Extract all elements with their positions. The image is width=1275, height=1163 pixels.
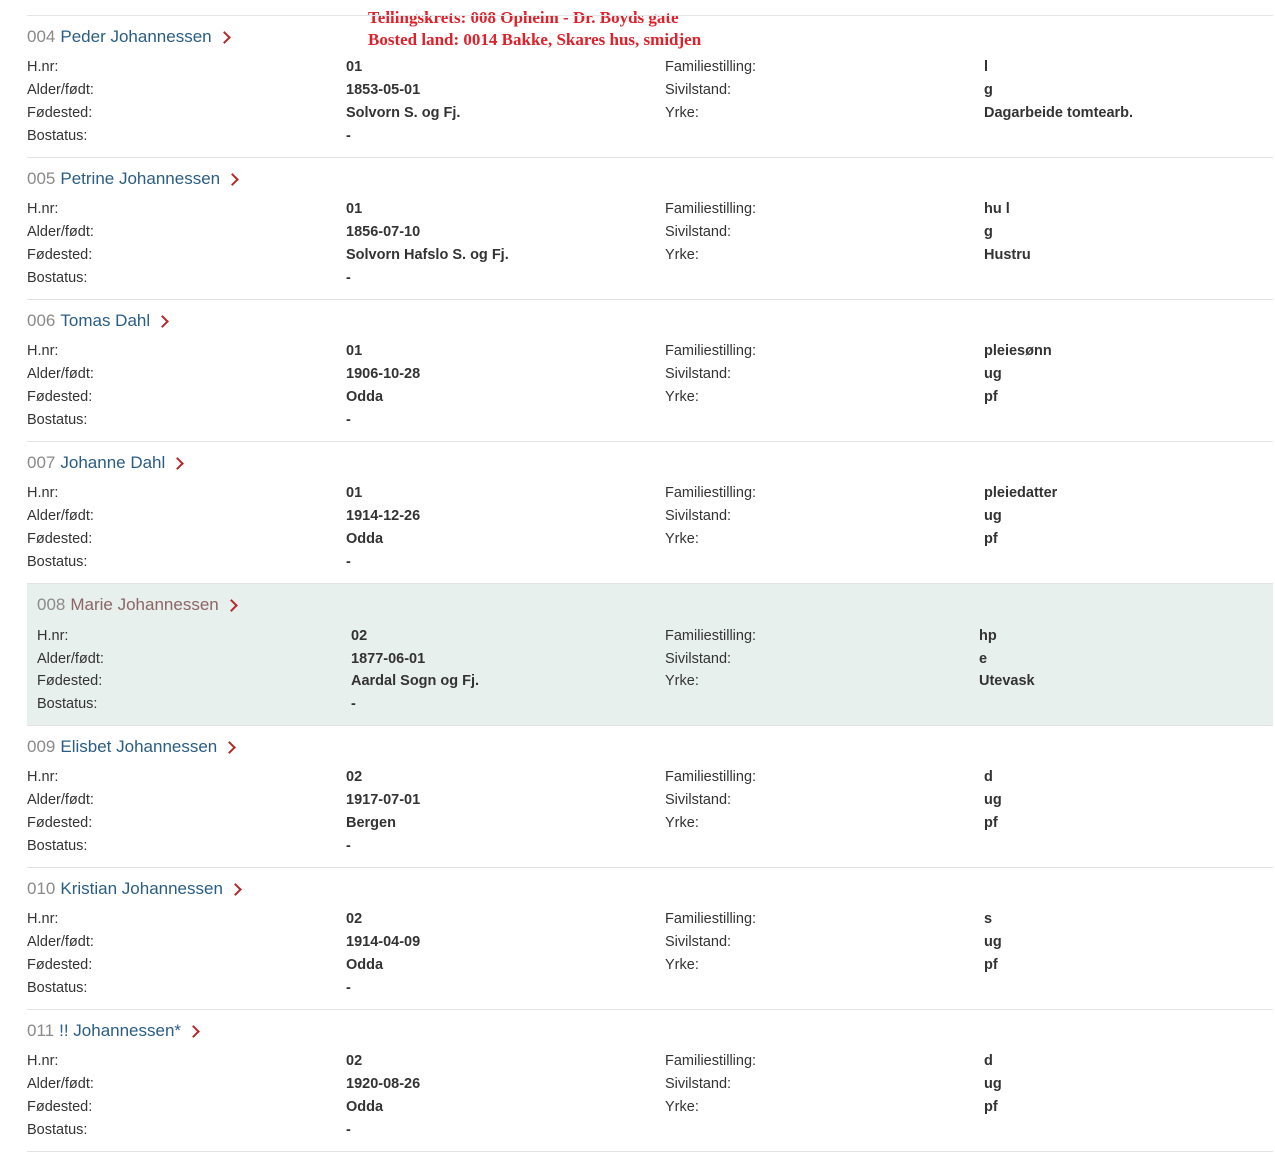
label-bostatus: Bostatus: (27, 128, 88, 144)
person-name-link[interactable]: Marie Johannessen (70, 595, 219, 614)
value-sivilstand: ug (984, 934, 1002, 950)
chevron-right-icon[interactable] (171, 457, 184, 470)
label-alder: Alder/født: (27, 508, 94, 524)
person-header (37, 593, 236, 617)
chevron-right-icon[interactable] (225, 599, 238, 612)
label-fodested: Fødested: (37, 673, 103, 689)
label-yrke: Yrke: (665, 531, 699, 547)
value-familiestilling: pleiesønn (984, 343, 1052, 359)
person-record (27, 726, 1273, 868)
value-hnr: 02 (346, 1053, 363, 1069)
person-header (27, 309, 167, 333)
value-alder: 1906-10-28 (346, 366, 421, 382)
label-fodested: Fødested: (27, 247, 93, 263)
value-hnr: 01 (346, 201, 363, 217)
label-yrke: Yrke: (665, 957, 699, 973)
label-alder: Alder/født: (27, 934, 94, 950)
value-yrke: pf (984, 389, 998, 405)
value-fodested: Odda (346, 1099, 384, 1115)
person-name-link[interactable]: !! Johannessen* (59, 1021, 182, 1040)
label-bostatus: Bostatus: (27, 1122, 88, 1138)
label-yrke: Yrke: (665, 1099, 699, 1115)
label-hnr: H.nr: (27, 769, 59, 785)
value-sivilstand: ug (984, 508, 1002, 524)
chevron-right-icon[interactable] (226, 173, 239, 186)
person-record (27, 442, 1273, 584)
value-familiestilling: hp (979, 628, 997, 644)
value-sivilstand: g (984, 224, 993, 240)
label-alder: Alder/født: (27, 224, 94, 240)
chevron-right-icon[interactable] (229, 883, 242, 896)
label-bostatus: Bostatus: (27, 270, 88, 286)
label-yrke: Yrke: (665, 105, 699, 121)
overlay-tellingskrets: Tellingskrets: 008 Opheim - Dr. Boyds gate (368, 8, 679, 27)
value-bostatus: - (346, 412, 351, 428)
value-hnr: 01 (346, 485, 363, 501)
label-familiestilling: Familiestilling: (665, 343, 757, 359)
value-fodested: Bergen (346, 815, 396, 831)
label-yrke: Yrke: (665, 815, 699, 831)
overlay-bosted: Bosted land: 0014 Bakke, Skares hus, smidjen (368, 30, 702, 49)
person-record (27, 300, 1273, 442)
person-number: 007 (27, 453, 56, 472)
value-bostatus: - (351, 696, 356, 712)
value-alder: 1877-06-01 (351, 651, 426, 667)
label-sivilstand: Sivilstand: (665, 651, 732, 667)
label-yrke: Yrke: (665, 673, 699, 689)
value-hnr: 01 (346, 343, 363, 359)
value-familiestilling: l (984, 59, 989, 75)
person-record (27, 1010, 1273, 1152)
label-alder: Alder/født: (27, 366, 94, 382)
label-hnr: H.nr: (27, 1053, 59, 1069)
value-sivilstand: g (984, 82, 993, 98)
label-familiestilling: Familiestilling: (665, 628, 757, 644)
value-hnr: 02 (351, 628, 368, 644)
label-fodested: Fødested: (27, 105, 93, 121)
label-bostatus: Bostatus: (27, 412, 88, 428)
value-fodested: Solvorn S. og Fj. (346, 105, 461, 121)
label-familiestilling: Familiestilling: (665, 59, 757, 75)
person-number: 010 (27, 879, 56, 898)
label-fodested: Fødested: (27, 815, 93, 831)
value-yrke: Dagarbeide tomtearb. (984, 105, 1134, 121)
person-header (27, 735, 234, 759)
label-hnr: H.nr: (27, 59, 59, 75)
value-bostatus: - (346, 128, 351, 144)
label-fodested: Fødested: (27, 957, 93, 973)
person-name-link[interactable]: Kristian Johannessen (60, 879, 223, 898)
value-familiestilling: d (984, 769, 993, 785)
value-hnr: 02 (346, 911, 363, 927)
label-yrke: Yrke: (665, 389, 699, 405)
label-sivilstand: Sivilstand: (665, 1076, 732, 1092)
chevron-right-icon[interactable] (223, 741, 236, 754)
value-sivilstand: e (979, 651, 988, 667)
person-record (27, 16, 1273, 158)
label-hnr: H.nr: (37, 628, 69, 644)
label-fodested: Fødested: (27, 1099, 93, 1115)
person-header (27, 877, 240, 901)
value-yrke: pf (984, 1099, 998, 1115)
person-number: 011 (27, 1021, 55, 1040)
label-sivilstand: Sivilstand: (665, 82, 732, 98)
label-yrke: Yrke: (665, 247, 699, 263)
value-fodested: Aardal Sogn og Fj. (351, 673, 480, 689)
value-bostatus: - (346, 980, 351, 996)
person-number: 009 (27, 737, 56, 756)
value-alder: 1856-07-10 (346, 224, 421, 240)
label-hnr: H.nr: (27, 485, 59, 501)
value-bostatus: - (346, 838, 351, 854)
label-familiestilling: Familiestilling: (665, 911, 757, 927)
chevron-right-icon[interactable] (218, 31, 231, 44)
value-alder: 1917-07-01 (346, 792, 421, 808)
value-fodested: Odda (346, 957, 384, 973)
label-hnr: H.nr: (27, 343, 59, 359)
value-familiestilling: d (984, 1053, 993, 1069)
label-hnr: H.nr: (27, 911, 59, 927)
person-header (27, 1019, 198, 1043)
person-list (27, 16, 1273, 1152)
value-hnr: 02 (346, 769, 363, 785)
value-sivilstand: ug (984, 792, 1002, 808)
label-fodested: Fødested: (27, 389, 93, 405)
value-familiestilling: s (984, 911, 993, 927)
value-fodested: Odda (346, 531, 384, 547)
label-sivilstand: Sivilstand: (665, 792, 732, 808)
value-yrke: Hustru (984, 247, 1031, 263)
label-alder: Alder/født: (27, 792, 94, 808)
label-familiestilling: Familiestilling: (665, 201, 757, 217)
value-fodested: Solvorn Hafslo S. og Fj. (346, 247, 509, 263)
value-yrke: Utevask (979, 673, 1035, 689)
value-familiestilling: hu l (984, 201, 1010, 217)
label-sivilstand: Sivilstand: (665, 224, 732, 240)
label-bostatus: Bostatus: (27, 554, 88, 570)
value-alder: 1914-12-26 (346, 508, 421, 524)
person-record (27, 158, 1273, 300)
value-bostatus: - (346, 270, 351, 286)
person-header (27, 25, 229, 49)
person-record (27, 584, 1273, 726)
person-number: 005 (27, 169, 56, 188)
value-alder: 1914-04-09 (346, 934, 421, 950)
person-header (27, 451, 182, 475)
value-fodested: Odda (346, 389, 384, 405)
person-number: 006 (27, 311, 56, 330)
label-bostatus: Bostatus: (37, 696, 98, 712)
person-name-link[interactable]: Elisbet Johannessen (60, 737, 218, 756)
person-number: 008 (37, 595, 66, 614)
person-name-link[interactable]: Peder Johannessen (60, 27, 212, 46)
label-sivilstand: Sivilstand: (665, 934, 732, 950)
value-alder: 1853-05-01 (346, 82, 421, 98)
value-bostatus: - (346, 1122, 351, 1138)
value-familiestilling: pleiedatter (984, 485, 1058, 501)
person-number: 004 (27, 27, 56, 46)
value-yrke: pf (984, 815, 998, 831)
value-sivilstand: ug (984, 366, 1002, 382)
value-alder: 1920-08-26 (346, 1076, 421, 1092)
value-sivilstand: ug (984, 1076, 1002, 1092)
chevron-right-icon[interactable] (156, 315, 169, 328)
label-fodested: Fødested: (27, 531, 93, 547)
label-familiestilling: Familiestilling: (665, 769, 757, 785)
label-alder: Alder/født: (27, 1076, 94, 1092)
value-bostatus: - (346, 554, 351, 570)
label-sivilstand: Sivilstand: (665, 366, 732, 382)
person-name-link[interactable]: Petrine Johannessen (60, 169, 221, 188)
label-hnr: H.nr: (27, 201, 59, 217)
person-header (27, 167, 237, 191)
value-hnr: 01 (346, 59, 363, 75)
label-alder: Alder/født: (27, 82, 94, 98)
value-yrke: pf (984, 957, 998, 973)
value-yrke: pf (984, 531, 998, 547)
label-alder: Alder/født: (37, 651, 104, 667)
person-record (27, 868, 1273, 1010)
label-sivilstand: Sivilstand: (665, 508, 732, 524)
label-bostatus: Bostatus: (27, 838, 88, 854)
label-bostatus: Bostatus: (27, 980, 88, 996)
label-familiestilling: Familiestilling: (665, 1053, 757, 1069)
chevron-right-icon[interactable] (187, 1025, 200, 1038)
label-familiestilling: Familiestilling: (665, 485, 757, 501)
person-name-link[interactable]: Tomas Dahl (60, 311, 151, 330)
person-name-link[interactable]: Johanne Dahl (60, 453, 166, 472)
